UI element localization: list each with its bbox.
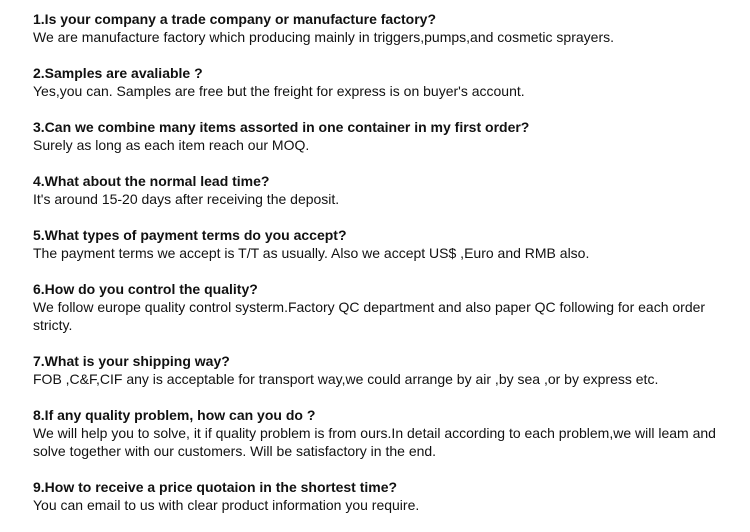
faq-answer-1: We are manufacture factory which producing mainly in triggers,pumps,and cosmetic sprayers. — [33, 29, 614, 45]
faq-answer-7: FOB ,C&F,CIF any is acceptable for transport way,we could arrange by air ,by sea ,or by express etc. — [33, 371, 659, 387]
faq-answer-8: We will help you to solve, it if quality problem is from ours.In detail according to each problem,we will leam and solve together with our customers. Will be satisfactory in the end. — [33, 425, 716, 459]
faq-answer-5: The payment terms we accept is T/T as usually. Also we accept US$ ,Euro and RMB also. — [33, 245, 590, 261]
faq-question-4: 4.What about the normal lead time? — [33, 173, 270, 189]
faq-question-1: 1.Is your company a trade company or manufacture factory? — [33, 11, 437, 27]
faq-question-9: 9.How to receive a price quotaion in the shortest time? — [33, 479, 398, 495]
faq-answer-4: It's around 15-20 days after receiving the deposit. — [33, 191, 340, 207]
faq-question-3: 3.Can we combine many items assorted in one container in my first order? — [33, 119, 530, 135]
faq-item-7 — [33, 352, 733, 388]
faq-question-8: 8.If any quality problem, how can you do ? — [33, 407, 316, 423]
faq-question-5: 5.What types of payment terms do you accept? — [33, 227, 347, 243]
faq-item-1 — [33, 10, 733, 46]
faq-item-3 — [33, 118, 733, 154]
faq-answer-6: We follow europe quality control systerm.Factory QC department and also paper QC following for each order stricty. — [33, 299, 706, 333]
faq-item-2 — [33, 64, 733, 100]
faq-answer-9: You can email to us with clear product information you require. — [33, 497, 420, 513]
faq-question-7: 7.What is your shipping way? — [33, 353, 230, 369]
faq-answer-3: Surely as long as each item reach our MOQ. — [33, 137, 310, 153]
faq-item-4 — [33, 172, 733, 208]
faq-list — [33, 10, 733, 532]
faq-item-9 — [33, 478, 733, 514]
faq-question-6: 6.How do you control the quality? — [33, 281, 258, 297]
faq-item-6 — [33, 280, 733, 334]
faq-answer-2: Yes,you can. Samples are free but the freight for express is on buyer's account. — [33, 83, 525, 99]
faq-item-8 — [33, 406, 733, 460]
faq-item-5 — [33, 226, 733, 262]
faq-question-2: 2.Samples are avaliable ? — [33, 65, 203, 81]
